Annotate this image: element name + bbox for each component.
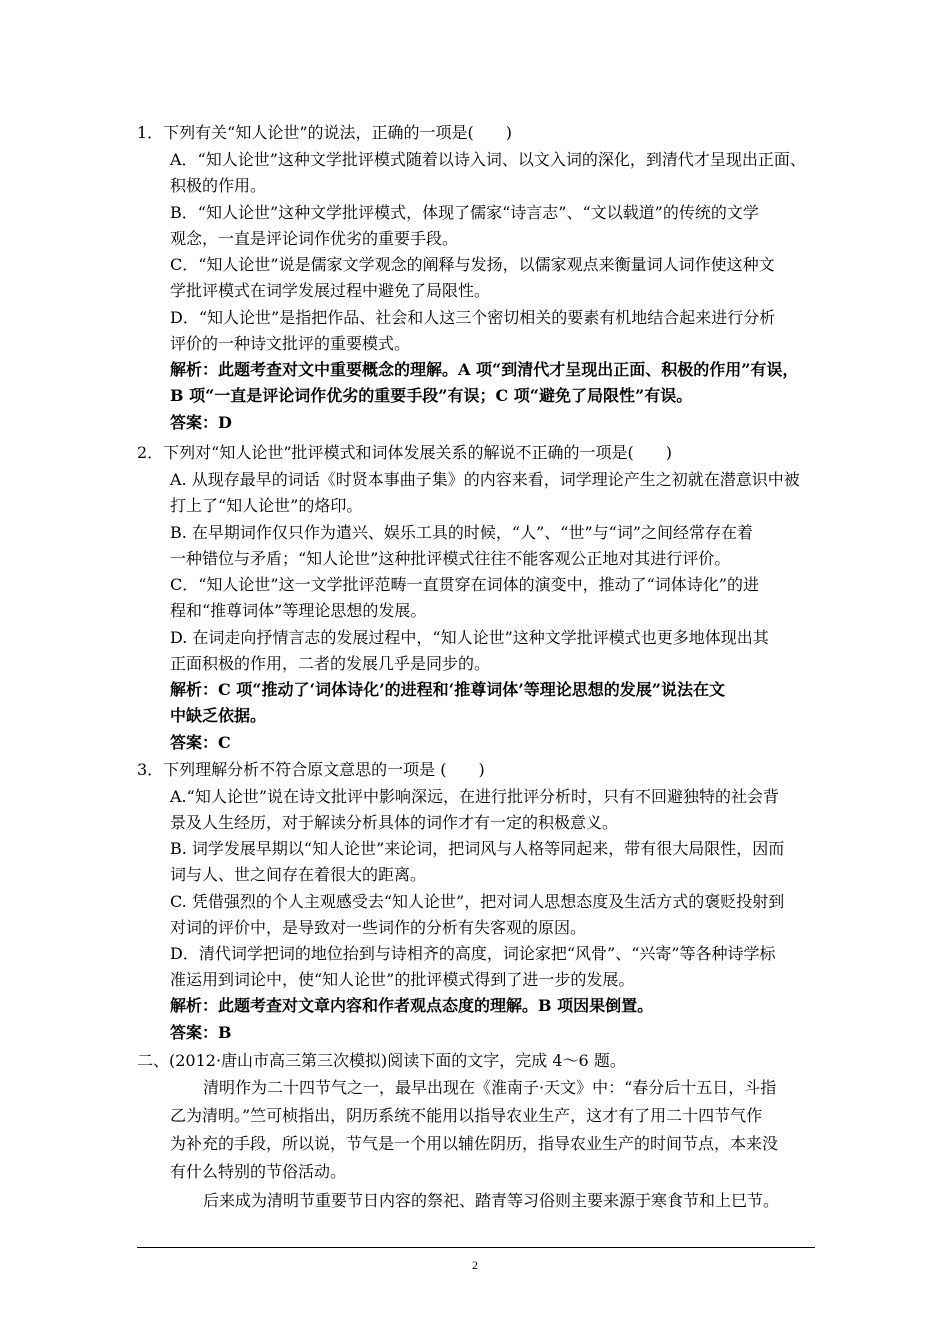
q1-option-a: A．“知人论世”这种文学批评模式随着以诗入词、以文入词的深化，到清代才呈现出正面、 xyxy=(170,150,806,169)
q2-option-c: C．“知人论世”这一文学批评范畴一直贯穿在词体的演变中，推动了“词体诗化”的进 xyxy=(170,575,759,594)
q3-option-b-cont: 词与人、世之间存在着很大的距离。 xyxy=(170,865,427,884)
q2-analysis: 解析：C 项“推动了‘词体诗化’的进程和‘推尊词体’等理论思想的发展”说法在文 xyxy=(170,680,725,699)
passage-line: 后来成为清明节重要节日内容的祭祀、踏青等习俗则主要来源于寒食节和上巳节。 xyxy=(203,1191,780,1210)
q1-option-c: C．“知人论世”说是儒家文学观念的阐释与发扬，以儒家观点来衡量词人词作使这种文 xyxy=(170,255,775,274)
passage-line: 有什么特别的节俗活动。 xyxy=(170,1162,347,1181)
q2-option-b-cont: 一种错位与矛盾；“知人论世”这种批评模式往往不能客观公正地对其进行评价。 xyxy=(170,549,731,568)
q1-option-b: B．“知人论世”这种文学批评模式，体现了儒家“诗言志”、“文以载道”的传统的文学 xyxy=(170,203,759,222)
q1-option-b-cont: 观念，一直是评论词作优劣的重要手段。 xyxy=(170,229,459,248)
q2-option-d-cont: 正面积极的作用，二者的发展几乎是同步的。 xyxy=(170,654,491,673)
q3-option-a: A.“知人论世”说在诗文批评中影响深远，在进行批评分析时，只有不回避独特的社会背 xyxy=(170,787,780,806)
q3-option-c-cont: 对词的评价中，是导致对一些词作的分析有失客观的原因。 xyxy=(170,918,587,937)
q1-option-d: D．“知人论世”是指把作品、社会和人这三个密切相关的要素有机地结合起来进行分析 xyxy=(170,308,776,327)
footer-rule xyxy=(137,1247,815,1248)
q1-option-d-cont: 评价的一种诗文批评的重要模式。 xyxy=(170,334,411,353)
q2-option-a-cont: 打上了“知人论世”的烙印。 xyxy=(170,496,363,515)
q2-option-a: A. 从现存最早的词话《时贤本事曲子集》的内容来看，词学理论产生之初就在潜意识中被 xyxy=(170,470,800,489)
q3-option-a-cont: 景及人生经历，对于解读分析具体的词作才有一定的积极意义。 xyxy=(170,813,619,832)
page-number: 2 xyxy=(472,1258,478,1272)
q3-analysis: 解析：此题考查对文章内容和作者观点态度的理解。B 项因果倒置。 xyxy=(170,996,654,1015)
question-3-stem: 3．下列理解分析不符合原文意思的一项是 ( ) xyxy=(137,760,485,779)
q3-option-d: D．清代词学把词的地位抬到与诗相齐的高度，词论家把“风骨”、“兴寄”等各种诗学标 xyxy=(170,944,776,963)
q2-option-d: D. 在词走向抒情言志的发展过程中，“知人论世”这种文学批评模式也更多地体现出其 xyxy=(170,628,769,647)
q1-option-c-cont: 学批评模式在词学发展过程中避免了局限性。 xyxy=(170,281,491,300)
q1-analysis: 解析：此题考查对文中重要概念的理解。A 项“到清代才呈现出正面、积极的作用”有误， xyxy=(170,360,799,379)
q2-answer: 答案：C xyxy=(170,733,231,752)
q1-analysis-cont: B 项“一直是评论词作优劣的重要手段”有误；C 项“避免了局限性”有误。 xyxy=(170,386,693,405)
section-two-heading: 二、(2012·唐山市高三第三次模拟)阅读下面的文字，完成 4～6 题。 xyxy=(137,1051,626,1070)
passage-line: 为补充的手段，所以说，节气是一个用以辅佐阴历，指导农业生产的时间节点，本来没 xyxy=(170,1134,779,1153)
q3-option-d-cont: 准运用到词论中，使“知人论世”的批评模式得到了进一步的发展。 xyxy=(170,970,635,989)
q2-analysis-cont: 中缺乏依据。 xyxy=(170,706,267,725)
q2-option-b: B. 在早期词作仅只作为遣兴、娱乐工具的时候，“人”、“世”与“词”之间经常存在着 xyxy=(170,523,754,542)
passage-line: 清明作为二十四节气之一，最早出现在《淮南子·天文》中：“春分后十五日，斗指 xyxy=(203,1078,777,1097)
question-1-stem: 1．下列有关“知人论世”的说法，正确的一项是( ) xyxy=(137,123,513,142)
q3-answer: 答案：B xyxy=(170,1023,232,1042)
q3-option-c: C. 凭借强烈的个人主观感受去“知人论世”，把对词人思想态度及生活方式的褒贬投射到 xyxy=(170,892,785,911)
q2-option-c-cont: 程和“推尊词体”等理论思想的发展。 xyxy=(170,601,427,620)
passage-line: 乙为清明。”竺可桢指出，阴历系统不能用以指导农业生产，这才有了用二十四节气作 xyxy=(170,1106,763,1125)
q3-option-b: B. 词学发展早期以“知人论世”来论词，把词风与人格等同起来，带有很大局限性，因而 xyxy=(170,839,785,858)
q1-option-a-cont: 积极的作用。 xyxy=(170,176,267,195)
q1-answer: 答案：D xyxy=(170,413,232,432)
question-2-stem: 2．下列对“知人论世”批评模式和词体发展关系的解说不正确的一项是( ) xyxy=(137,443,673,462)
